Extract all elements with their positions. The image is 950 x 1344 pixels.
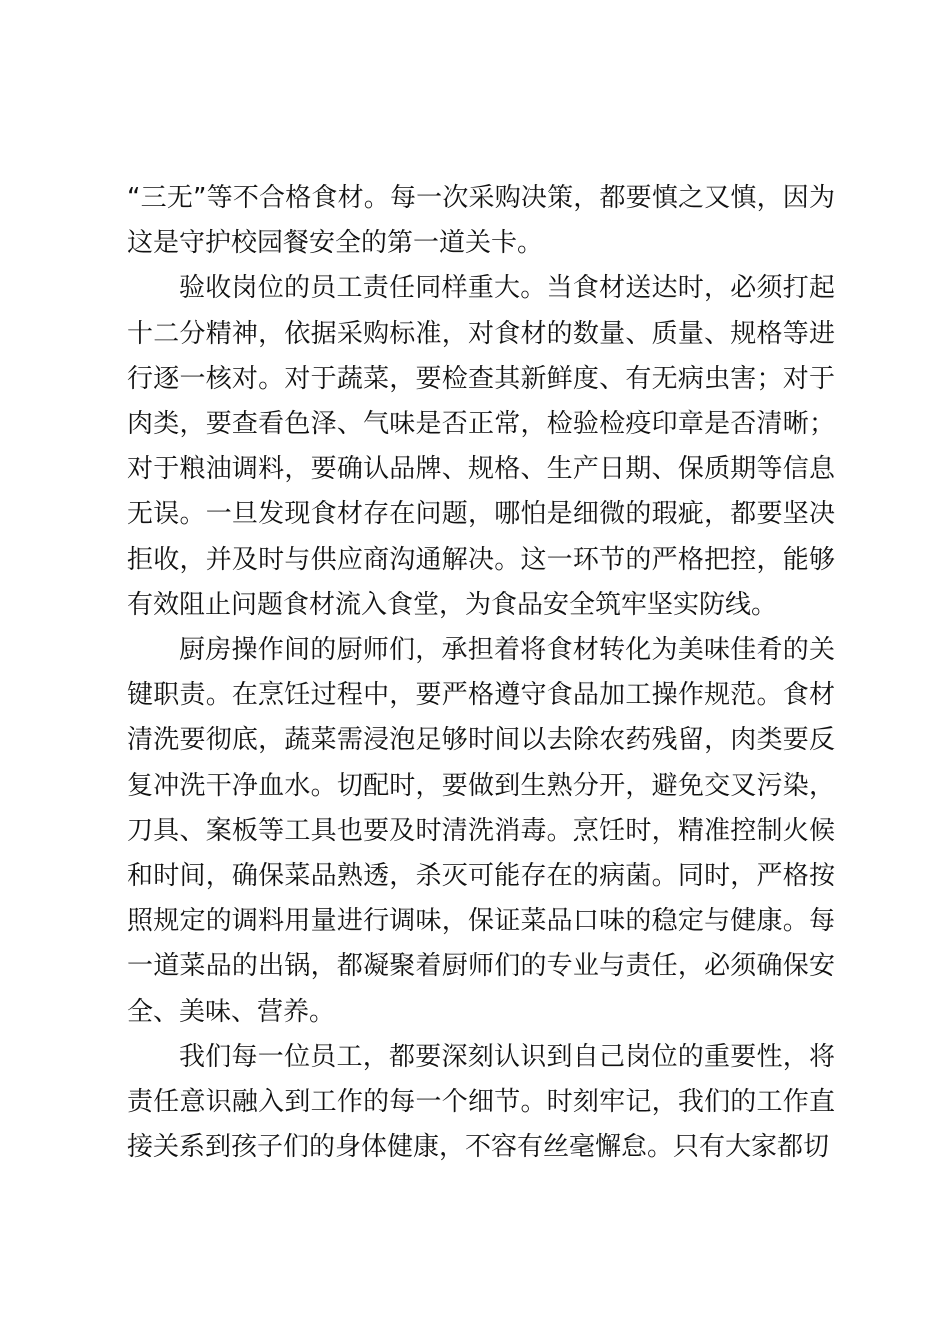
paragraph-staff: 我们每一位员工，都要深刻认识到自己岗位的重要性，将责任意识融入到工作的每一个细节。时刻牢记，我们的工作直接关系到孩子们的身体健康，不容有丝毫懈怠。只有大家都切 xyxy=(127,1041,835,1163)
paragraph-kitchen: 厨房操作间的厨师们，承担着将食材转化为美味佳肴的关键职责。在烹饪过程中，要严格遵守食品加工操作规范。食材清洗要彻底，蔬菜需浸泡足够时间以去除农药残留，肉类要反复冲洗干净血水。切配时，要做到生熟分开，避免交叉污染，刀具、案板等工具也要及时清洗消毒。烹饪时，精准控制火候和时间，确保菜品熟透，杀灭可能存在的病菌。同时，严格按照规定的调料用量进行调味，保证菜品口味的稳定与健康。每一道菜品的出锅，都凝聚着厨师们的专业与责任，必须确保安全、美味、营养。 xyxy=(127,635,835,1027)
document-body xyxy=(127,176,835,1170)
paragraph-inspection: 验收岗位的员工责任同样重大。当食材送达时，必须打起十二分精神，依据采购标准，对食材的数量、质量、规格等进行逐一核对。对于蔬菜，要检查其新鲜度、有无病虫害；对于肉类，要查看色泽、气味是否正常，检验检疫印章是否清晰；对于粮油调料，要确认品牌、规格、生产日期、保质期等信息无误。一旦发现食材存在问题，哪怕是细微的瑕疵，都要坚决拒收，并及时与供应商沟通解决。这一环节的严格把控，能够有效阻止问题食材流入食堂，为食品安全筑牢坚实防线。 xyxy=(127,273,835,620)
paragraph-continuation: “三无”等不合格食材。每一次采购决策，都要慎之又慎，因为这是守护校园餐安全的第一道关卡。 xyxy=(127,183,835,259)
